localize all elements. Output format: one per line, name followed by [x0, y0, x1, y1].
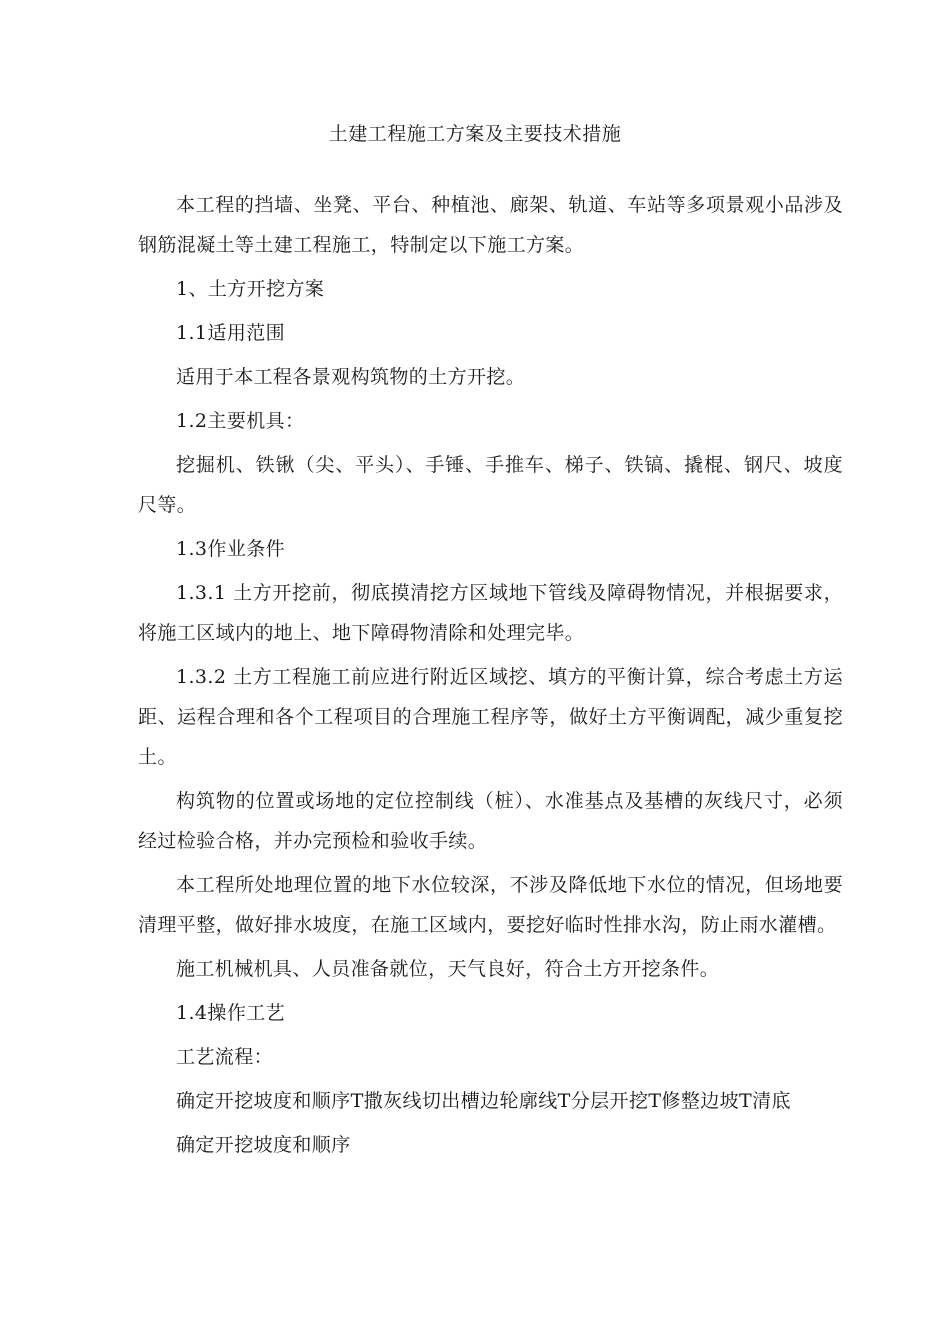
paragraph-positioning: 构筑物的位置或场地的定位控制线（桩）、水准基点及基槽的灰线尺寸，必须经过检验合格，并办完预检和验收手续。	[138, 790, 843, 852]
paragraph-condition-1: 1.3.1 土方开挖前，彻底摸清挖方区域地下管线及障碍物情况，并根据要求，将施工区域内的地上、地下障碍物清除和处理完毕。	[138, 582, 843, 644]
document-title: 土建工程施工方案及主要技术措施	[328, 123, 622, 145]
paragraph-groundwater: 本工程所处地理位置的地下水位较深，不涉及降低地下水位的情况，但场地要清理平整，做好排水坡度，在施工区域内，要挖好临时性排水沟，防止雨水灌槽。	[138, 874, 843, 936]
heading-process-flow: 工艺流程：	[176, 1046, 274, 1068]
paragraph-process-flow: 确定开挖坡度和顺序T撒灰线切出槽边轮廓线T分层开挖T修整边坡T清底	[176, 1090, 791, 1112]
heading-scope: 1.1适用范围	[176, 322, 286, 344]
paragraph-tools: 挖掘机、铁锹（尖、平头）、手锤、手推车、梯子、铁镐、撬棍、钢尺、坡度尺等。	[138, 454, 843, 516]
paragraph-condition-2: 1.3.2 土方工程施工前应进行附近区域挖、填方的平衡计算，综合考虑土方运距、运程合理和各个工程项目的合理施工程序等，做好土方平衡调配，减少重复挖土。	[138, 666, 843, 768]
document-body	[138, 185, 843, 1165]
paragraph-slope: 确定开挖坡度和顺序	[176, 1134, 351, 1156]
paragraph-intro: 本工程的挡墙、坐凳、平台、种植池、廊架、轨道、车站等多项景观小品涉及钢筋混凝土等土建工程施工，特制定以下施工方案。	[138, 194, 843, 256]
paragraph-scope: 适用于本工程各景观构筑物的土方开挖。	[176, 366, 526, 388]
heading-operation: 1.4操作工艺	[176, 1002, 286, 1024]
heading-conditions: 1.3作业条件	[176, 538, 286, 560]
heading-earthwork: 1、土方开挖方案	[176, 278, 325, 300]
heading-tools: 1.2主要机具：	[176, 410, 305, 432]
paragraph-readiness: 施工机械机具、人员准备就位，天气良好，符合土方开挖条件。	[176, 958, 720, 980]
